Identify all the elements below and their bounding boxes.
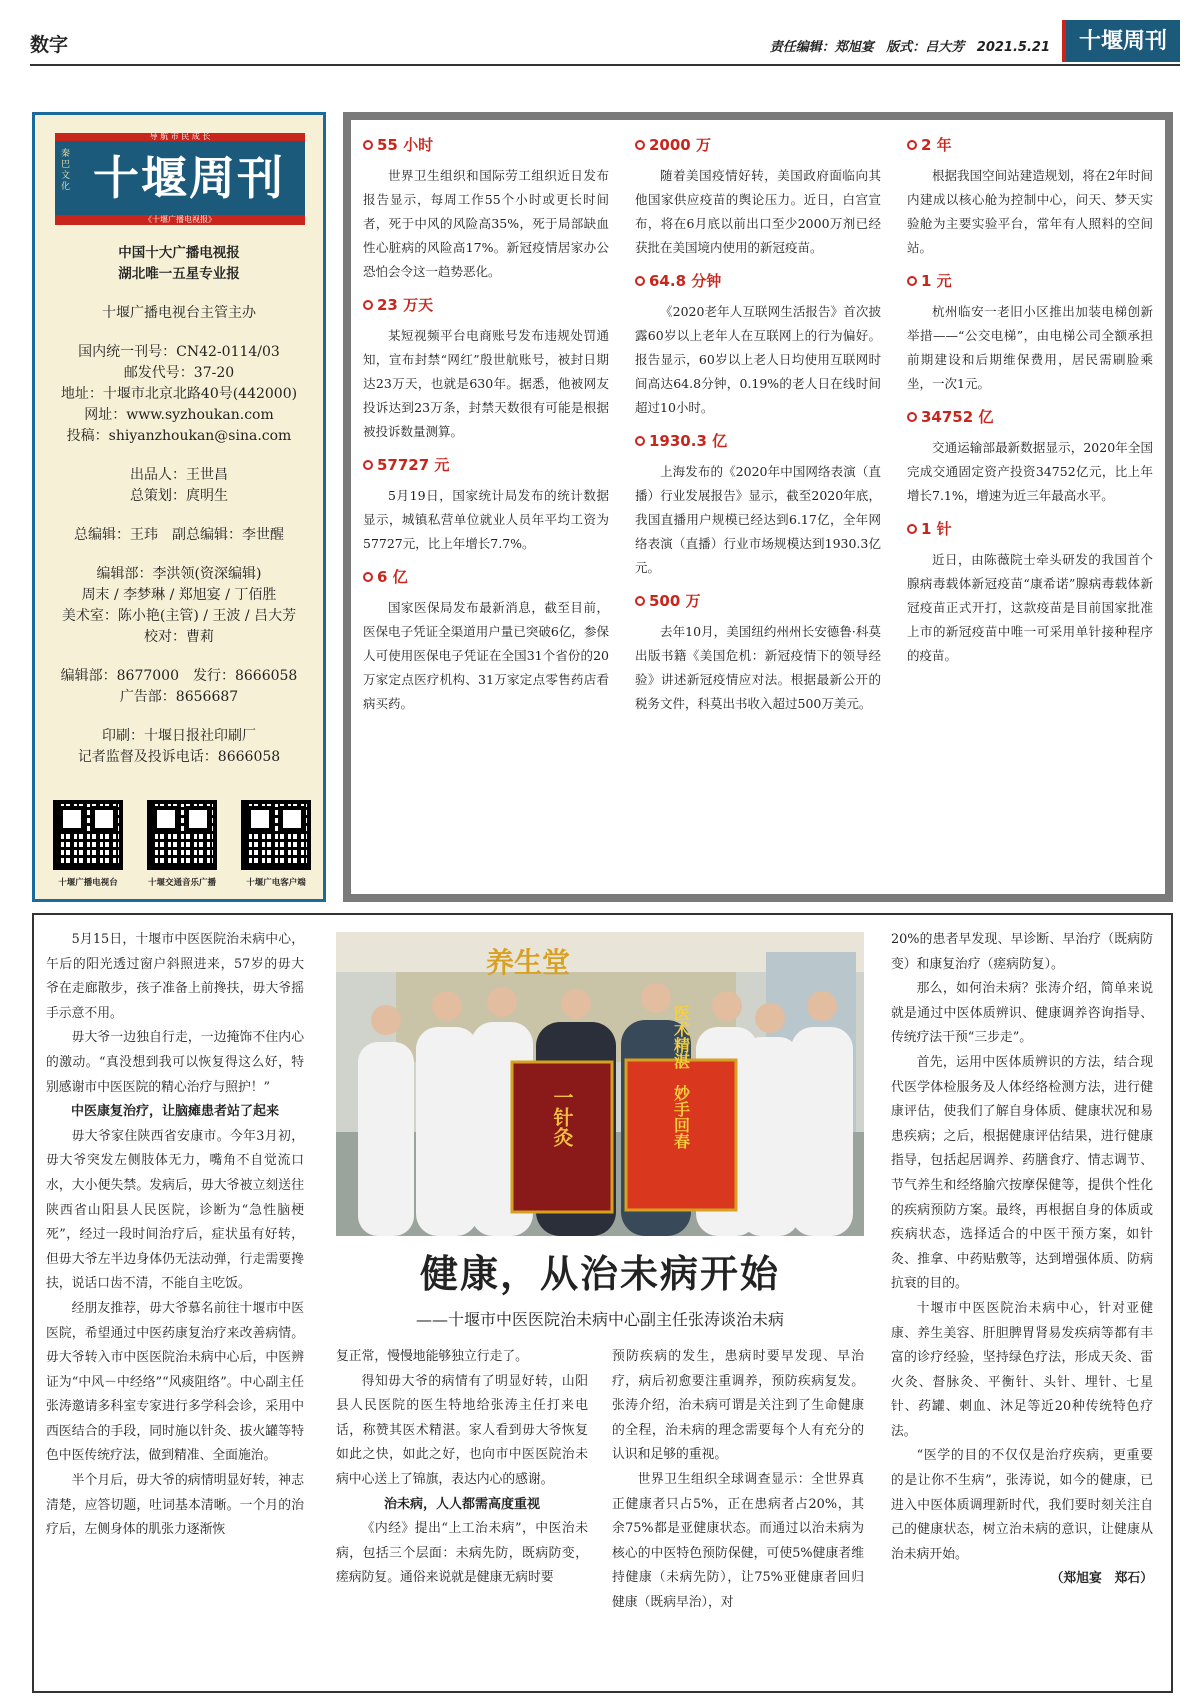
- number-item: [907, 270, 1153, 396]
- info-line: 地址：十堰市北京北路40号(442000): [60, 386, 298, 402]
- number-item-text: 近日，由陈薇院士牵头研发的我国首个腺病毒载体新冠疫苗“康希诺”腺病毒载体新冠疫苗正式开打，这款疫苗是目前国家批准上市的新冠疫苗中唯一可采用单针接种程序的疫苗。: [907, 552, 1153, 663]
- number-value: 23 万天: [377, 296, 434, 314]
- photo-sign-text: 养生堂: [486, 946, 571, 979]
- number-item-text: 国家医保局发布最新消息，截至目前，医保电子凭证全渠道用户量已突破6亿，参保人可使用医保电子凭证在全国31个省份的20万家定点医疗机构、31万家定点零售药店看病买药。: [363, 600, 609, 711]
- info-line: 校对：曹莉: [144, 629, 214, 645]
- article-subheading: 中医康复治疗，让脑瘫患者站了起来: [70, 1104, 279, 1120]
- banner-tagline: 导 航 市 民 成 长: [149, 132, 211, 141]
- number-item-title: [635, 134, 881, 156]
- article-paragraph: 预防疾病的发生，患病时要早发现、早治疗，病后初愈要注重调养，预防疾病复发。张涛介绍，治未病可谓是关注到了生命健康的全程，治未病的理念需要每个人有充分的认识和足够的重视。: [612, 1349, 864, 1463]
- ring-bullet-icon: [635, 436, 645, 446]
- article-paragraph: 得知毋大爷的病情有了明显好转，山阳县人民医院的医生特地给张涛主任打来电话，称赞其医术精湛。家人看到毋大爷恢复如此之快，如此之好，也向市中医医院治未病中心送上了锦旗，表达内心的感谢。: [336, 1373, 588, 1487]
- ring-bullet-icon: [907, 524, 917, 534]
- article-paragraph: 毋大爷一边独自行走，一边掩饰不住内心的激动。“真没想到我可以恢复得这么好，特别感谢市中医医院的精心治疗与照护！”: [46, 1030, 304, 1095]
- section-title: 数字: [30, 34, 69, 56]
- banner-left-text: 一针灸: [550, 1087, 574, 1147]
- ring-bullet-icon: [907, 140, 917, 150]
- number-item-text: 5月19日，国家统计局发布的统计数据显示，城镇私营单位就业人员年平均工资为57727元，比上年增长7.7%。: [363, 488, 609, 551]
- number-item-text: 《2020老年人互联网生活报告》首次披露60岁以上老年人在互联网上的行为偏好。报告显示，60岁以上老人日均使用互联网时间高达64.8分钟，0.19%的老人日在线时间超过10小时。: [635, 304, 881, 415]
- info-line: 周末 / 李梦琳 / 郑旭宴 / 丁佰胜: [81, 587, 277, 603]
- number-value: 1930.3 亿: [649, 432, 728, 450]
- info-line: 网址：www.syzhoukan.com: [84, 407, 274, 423]
- article-paragraph: 半个月后，毋大爷的病情明显好转，神志清楚，应答切题，吐词基本清晰。一个月的治疗后，左侧身体的肌张力逐渐恢: [46, 1473, 304, 1538]
- number-item-title: [907, 518, 1153, 540]
- article-column-3: [612, 1345, 864, 1685]
- page-header: [30, 18, 1180, 66]
- number-item-text: 世界卫生组织和国际劳工组织近日发布报告显示，每周工作55个小时或更长时间者，死于中风的风险高35%，死于局部缺血性心脏病的风险高17%。新冠疫情居家办公恐怕会令这一趋势恶化。: [363, 168, 609, 279]
- issue-date: 2021.5.21: [976, 40, 1050, 55]
- number-value: 500 万: [649, 592, 701, 610]
- article-signature: （郑旭宴 郑石）: [1050, 1571, 1153, 1587]
- masthead-info: [43, 243, 315, 768]
- numbers-column: [635, 130, 881, 885]
- banner-right-text: 医术精湛 妙手回春: [671, 1005, 691, 1149]
- editor-credit: 责任编辑：郑旭宴: [769, 40, 874, 55]
- number-value: 1 元: [921, 272, 952, 290]
- masthead-box: [32, 112, 326, 902]
- info-line: 出品人：王世昌: [130, 467, 228, 483]
- article-headline: 健康，从治未病开始: [419, 1251, 780, 1296]
- info-line: 美术室：陈小艳(主管) / 王波 / 吕大芳: [61, 608, 297, 624]
- number-item-text: 根据我国空间站建造规划，将在2年时间内建成以核心舱为控制中心，问天、梦天实验舱为主要实验平台，常年有人照料的空间站。: [907, 168, 1153, 255]
- info-line: 投稿：shiyanzhoukan@sina.com: [66, 428, 292, 444]
- number-item-text: 去年10月，美国纽约州州长安德鲁·科莫出版书籍《美国危机：新冠疫情下的领导经验》讲述新冠疫情应对法。根据最新公开的税务文件，科莫出书收入超过500万美元。: [635, 624, 881, 711]
- info-line: 总策划：庹明生: [130, 488, 228, 504]
- number-item-title: [635, 590, 881, 612]
- qr-item: [147, 800, 217, 888]
- info-line: 记者监督及投诉电话：8666058: [77, 749, 281, 765]
- slogan-line: 中国十大广播电视报: [118, 245, 240, 261]
- qr-label: 十堰广播电视台: [58, 878, 118, 888]
- qr-code-icon: [147, 800, 217, 870]
- feature-article: [32, 913, 1173, 1693]
- banner-subtitle: 《十堰广播电视报》: [144, 215, 216, 224]
- numbers-box: [343, 112, 1173, 902]
- article-paragraph: 经朋友推荐，毋大爷慕名前往十堰市中医医院，希望通过中医药康复治疗来改善病情。毋大爷转入市中医医院治未病中心后，中医辨证为“中风－中经络”“风痰阻络”。中心副主任张涛邀请多科室专家进行多学科会诊，采用中西医结合的手段，同时施以针灸、拔火罐等特色中医传统疗法，做到精准、全面施治。: [46, 1300, 304, 1464]
- info-line: 编辑部：8677000 发行：8666058: [60, 668, 298, 684]
- banner-vertical-text: 秦 巴 文 化: [61, 149, 71, 192]
- sponsor-line: 十堰广播电视台主管主办: [102, 305, 256, 321]
- number-value: 64.8 分钟: [649, 272, 722, 290]
- number-item-text: 某短视频平台电商账号发布违规处罚通知，宣布封禁“网红”殷世航账号，被封日期达23万天，也就是630年。据悉，他被网友投诉达到23万条，封禁天数很有可能是根据被投诉数量测算。: [363, 328, 609, 439]
- article-column-2: [336, 1345, 588, 1685]
- number-item-title: [907, 134, 1153, 156]
- article-paragraph: 世界卫生组织全球调查显示：全世界真正健康者只占5%，正在患病者占20%，其余75%都是亚健康状态。而通过以治未病为核心的中医特色预防保健，可使5%健康者维持健康（未病先防），让75%亚健康者回归健康（既病早治），对: [612, 1471, 864, 1610]
- qr-code-icon: [53, 800, 123, 870]
- masthead-name: 十堰周刊: [93, 151, 285, 205]
- qr-codes: [53, 800, 311, 888]
- page-meta: [762, 36, 1050, 55]
- number-value: 6 亿: [377, 568, 408, 586]
- info-line: 印刷：十堰日报社印刷厂: [102, 728, 256, 744]
- numbers-column: [907, 130, 1153, 885]
- numbers-columns: [363, 130, 1153, 885]
- ring-bullet-icon: [635, 140, 645, 150]
- qr-label: 十堰交通音乐广播: [147, 878, 216, 888]
- ring-bullet-icon: [363, 140, 373, 150]
- info-line: 广告部：8656687: [119, 689, 239, 705]
- article-paragraph: “医学的目的不仅仅是治疗疾病，更重要的是让你不生病”，张涛说，如今的健康，已进入中医体质调理新时代，我们要时刻关注自己的健康状态，树立治未病的意识，让健康从治未病开始。: [891, 1448, 1153, 1562]
- article-subhead: ——十堰市中医医院治未病中心副主任张涛谈治未病: [415, 1310, 784, 1329]
- ring-bullet-icon: [635, 596, 645, 606]
- article-column-1: [46, 928, 304, 1688]
- number-item: [635, 590, 881, 716]
- number-item: [363, 134, 609, 284]
- number-item: [635, 270, 881, 420]
- info-line: 邮发代号：37-20: [123, 365, 235, 381]
- header-logo: 十堰周刊: [1062, 20, 1180, 62]
- number-item-title: [363, 134, 609, 156]
- article-column-4: [891, 928, 1153, 1688]
- article-paragraph: 毋大爷家住陕西省安康市。今年3月初，毋大爷突发左侧肢体无力，嘴角不自觉流口水，大小便失禁。发病后，毋大爷被立刻送往陕西省山阳县人民医院，诊断为“急性脑梗死”，经过一段时间治疗后，症状虽有好转，但毋大爷左半边身体仍无法动弹，行走需要搀扶，说话口齿不清，不能自主吃饭。: [46, 1128, 304, 1292]
- number-value: 34752 亿: [921, 408, 994, 426]
- number-value: 57727 元: [377, 456, 450, 474]
- slogan-line: 湖北唯一五星专业报: [118, 266, 240, 282]
- article-paragraph: 20%的患者早发现、早诊断、早治疗（既病防变）和康复治疗（瘥病防复）。: [891, 932, 1153, 972]
- number-item-title: [907, 270, 1153, 292]
- article-paragraph: 5月15日，十堰市中医医院治未病中心，午后的阳光透过窗户斜照进来，57岁的毋大爷在走廊散步，孩子准备上前搀扶，毋大爷摇手示意不用。: [46, 932, 304, 1021]
- number-item-text: 上海发布的《2020年中国网络表演（直播）行业发展报告》显示，截至2020年底，我国直播用户规模已经达到6.17亿，全年网络表演（直播）行业市场规模达到1930.3亿元。: [635, 464, 881, 575]
- number-item-title: [635, 430, 881, 452]
- number-value: 1 针: [921, 520, 952, 538]
- number-item-title: [363, 566, 609, 588]
- qr-label: 十堰广电客户端: [246, 878, 306, 888]
- info-line: 总编辑：王玮 副总编辑：李世醒: [74, 527, 284, 543]
- number-item-title: [363, 454, 609, 476]
- number-item-title: [907, 406, 1153, 428]
- number-item-text: 杭州临安一老旧小区推出加装电梯创新举措——“公交电梯”，由电梯公司全额承担前期建设和后期维保费用，居民需刷脸乘坐，一次1元。: [907, 304, 1153, 391]
- article-paragraph: 《内经》提出“上工治未病”，中医治未病，包括三个层面：未病先防，既病防变，瘥病防复。通俗来说就是健康无病时要: [336, 1521, 588, 1586]
- article-paragraph: 复正常，慢慢地能够独立行走了。: [336, 1349, 528, 1364]
- number-item: [907, 406, 1153, 508]
- article-photo: [336, 932, 864, 1236]
- info-line: 编辑部：李洪领(资深编辑): [96, 566, 262, 582]
- number-value: 2 年: [921, 136, 952, 154]
- number-item-text: 交通运输部最新数据显示，2020年全国完成交通固定资产投资34752亿元，比上年增长7.1%，增速为近三年最高水平。: [907, 440, 1153, 503]
- layout-credit: 版式：吕大芳: [886, 40, 965, 55]
- number-item: [635, 430, 881, 580]
- number-item: [363, 294, 609, 444]
- number-item: [363, 566, 609, 716]
- qr-item: [241, 800, 311, 888]
- ring-bullet-icon: [363, 572, 373, 582]
- article-subheading: 治未病，人人都需高度重视: [383, 1496, 540, 1512]
- number-value: 2000 万: [649, 136, 711, 154]
- number-item: [363, 454, 609, 556]
- ring-bullet-icon: [363, 460, 373, 470]
- qr-code-icon: [241, 800, 311, 870]
- ring-bullet-icon: [907, 276, 917, 286]
- group-photo-image: [336, 932, 864, 1236]
- ring-bullet-icon: [635, 276, 645, 286]
- number-item-title: [363, 294, 609, 316]
- number-value: 55 小时: [377, 136, 434, 154]
- article-paragraph: 首先，运用中医体质辨识的方法，结合现代医学体检服务及人体经络检测方法，进行健康评估，使我们了解自身体质、健康状况和易患疾病；之后，根据健康评估结果，进行健康指导，包括起居调养、药膳食疗、情志调节、节气养生和经络腧穴按摩保健等，提供个性化的疾病预防方案。最终，再根据自身的体质或疾病状态，选择适合的中医干预方案，如针灸、推拿、中药贴敷等，达到增强体质、防病抗衰的目的。: [891, 1054, 1153, 1292]
- number-item-title: [635, 270, 881, 292]
- number-item: [907, 134, 1153, 260]
- numbers-column: [363, 130, 609, 885]
- number-item: [907, 518, 1153, 668]
- info-line: 国内统一刊号：CN42-0114/03: [78, 344, 280, 360]
- ring-bullet-icon: [363, 300, 373, 310]
- number-item-text: 随着美国疫情好转，美国政府面临向其他国家供应疫苗的舆论压力。近日，白宫宣布，将在6月底以前出口至少2000万剂已经获批在美国境内使用的新冠疫苗。: [635, 168, 881, 255]
- article-paragraph: 那么，如何治未病？张涛介绍，简单来说就是通过中医体质辨识、健康调养咨询指导、传统疗法干预“三步走”。: [891, 981, 1153, 1046]
- number-item: [635, 134, 881, 260]
- masthead-banner: [55, 133, 305, 225]
- ring-bullet-icon: [907, 412, 917, 422]
- qr-item: [53, 800, 123, 888]
- article-paragraph: 十堰市中医医院治未病中心，针对亚健康、养生美容、肝胆脾胃肾易发疾病等都有丰富的诊疗经验，坚持绿色疗法，形成天灸、雷火灸、督脉灸、平衡针、头针、埋针、七星针、药罐、刺血、沐足等近20种传统特色疗法。: [891, 1300, 1153, 1439]
